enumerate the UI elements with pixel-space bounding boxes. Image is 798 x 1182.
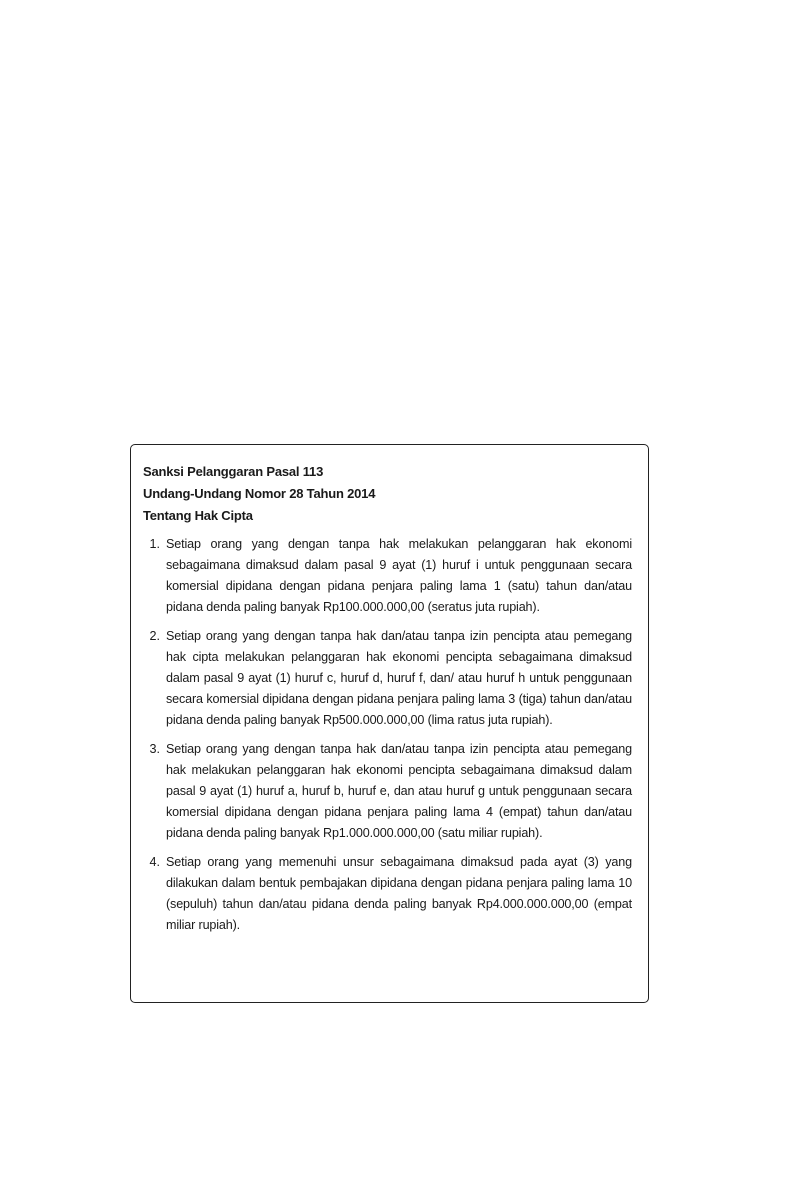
item-text: Setiap orang yang dengan tanpa hak melakukan pelanggaran hak ekonomi sebagaimana dimaksud dalam pasal 9 ayat (1) huruf i untuk penggunaan secara komersial dipidana dengan pidana penjara paling lama 1 (satu) tahun dan/atau pidana denda paling banyak Rp100.000.000,00 (seratus juta rupiah). [166,537,632,614]
item-text: Setiap orang yang dengan tanpa hak dan/atau tanpa izin pencipta atau pemegang hak cipta melakukan pelanggaran hak ekonomi pencipta sebagaimana dimaksud dalam pasal 9 ayat (1) huruf c, huruf d, huruf f, dan/ atau huruf h untuk penggunaan secara komersial dipidana dengan pidana penjara paling lama 3 (tiga) tahun dan/atau pidana denda paling banyak Rp500.000.000,00 (lima ratus juta rupiah). [166,629,632,727]
sanction-list [143,534,632,936]
list-item [143,739,632,844]
notice-subject: Tentang Hak Cipta [143,508,253,523]
item-number: 2. [149,629,160,643]
list-item [143,534,632,618]
item-number: 1. [149,537,160,551]
notice-title: Sanksi Pelanggaran Pasal 113 [143,464,324,479]
item-number: 3. [149,742,160,756]
notice-heading [143,461,632,527]
list-item [143,626,632,731]
list-item [143,852,632,936]
item-number: 4. [149,855,160,869]
item-text: Setiap orang yang memenuhi unsur sebagaimana dimaksud pada ayat (3) yang dilakukan dalam bentuk pembajakan dipidana dengan pidana penjara paling lama 10 (sepuluh) tahun dan/atau pidana denda paling banyak Rp4.000.000.000,00 (empat miliar rupiah). [166,855,632,932]
copyright-sanction-notice [130,444,649,1003]
item-text: Setiap orang yang dengan tanpa hak dan/atau tanpa izin pencipta atau pemegang hak melakukan pelanggaran hak ekonomi pencipta sebagaimana dimaksud dalam pasal 9 ayat (1) huruf a, huruf b, huruf e, dan atau huruf g untuk penggunaan secara komersial dipidana dengan pidana penjara paling lama 4 (empat) tahun dan/atau pidana denda paling banyak Rp1.000.000.000,00 (satu miliar rupiah). [166,742,632,840]
notice-law-reference: Undang-Undang Nomor 28 Tahun 2014 [143,486,376,501]
